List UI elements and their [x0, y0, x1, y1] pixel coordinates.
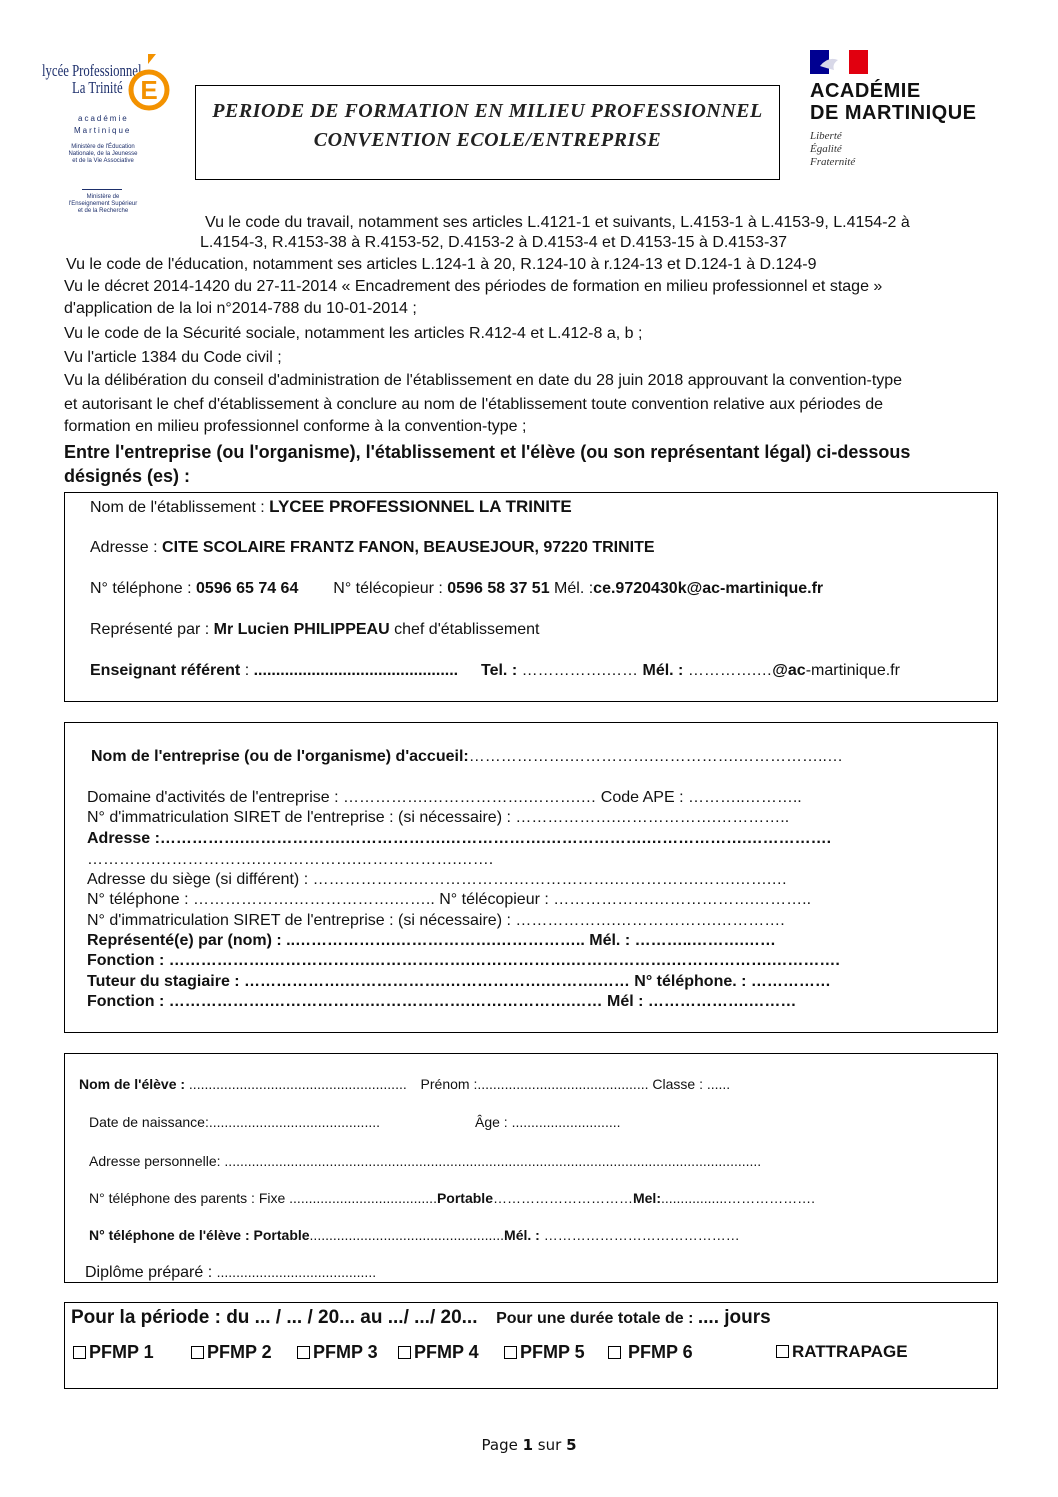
- school-name-label: Nom de l'établissement :: [90, 499, 270, 516]
- school-mail-label: Mél. :: [549, 580, 594, 597]
- company-field-line[interactable]: Fonction : ……………….……………….……………….……………….……………….……………….………….: [87, 952, 840, 969]
- student-class-label: Classe :: [652, 1076, 703, 1092]
- parents-portable-label: Portable: [436, 1190, 493, 1206]
- page-total: 5: [566, 1436, 577, 1454]
- pfmp-checkbox-2[interactable]: [191, 1341, 272, 1363]
- student-name-row: [79, 1073, 730, 1095]
- school-name-value: LYCEE PROFESSIONNEL LA TRINITE: [269, 497, 572, 516]
- student-mel-label: Mél. :: [504, 1227, 544, 1243]
- pfmp-checkbox-4[interactable]: [398, 1341, 479, 1363]
- school-contact-row: [90, 578, 823, 600]
- ministry-text-2: Ministère de l'Enseignement Supérieur et de la Recherche: [68, 194, 138, 214]
- parties-heading-line1: Entre l'entreprise (ou l'organisme), l'établissement et l'élève (ou son représentant légal) ci-dessous: [64, 442, 911, 462]
- preamble-line: formation en milieu professionnel conforme à la convention-type ;: [64, 418, 527, 435]
- period-box: [64, 1302, 998, 1389]
- company-field-line[interactable]: Domaine d'activités de l'entreprise : …………….……………….……….… Code APE : ………..………..: [87, 789, 802, 806]
- school-logo-sub1: académie: [78, 114, 129, 123]
- school-logo-line1: lycée Professionnel: [42, 61, 142, 80]
- diploma-field[interactable]: .........................................: [216, 1264, 377, 1280]
- svg-text:E: E: [140, 75, 158, 105]
- company-field-line[interactable]: Adresse du siège (si différent) : ……………….……………….……………….…………….…….…….…: [87, 871, 788, 888]
- rattrapage-checkbox[interactable]: [776, 1341, 908, 1363]
- page-current: 1: [522, 1436, 534, 1454]
- pfmp-label: PFMP 4: [414, 1342, 479, 1362]
- preamble-line: Vu le code de l'éducation, notamment ses articles L.124-1 à 20, R.124-10 à r.124-13 et D.124-1 à D.124-9: [66, 256, 817, 273]
- document-title-line1: PERIODE DE FORMATION EN MILIEU PROFESSIONNEL: [212, 100, 763, 122]
- parties-heading-line2: désignés (es) :: [64, 466, 191, 486]
- school-logo-line2: La Trinité: [72, 78, 123, 97]
- school-rep-role: chef d'établissement: [389, 621, 540, 638]
- duration-label: Pour une durée totale de :: [496, 1310, 698, 1327]
- school-rep-label: Représenté par :: [90, 621, 214, 638]
- company-name-row: [91, 746, 843, 768]
- page-number: [0, 1436, 1058, 1454]
- company-field-line[interactable]: Représenté(e) par (nom) : ..……………….……………….…………….. Mél. : ………..……….……: [87, 932, 776, 949]
- parents-mel-field[interactable]: .................……………….: [660, 1190, 815, 1206]
- company-name-field[interactable]: ……………….…………….…………….……………..…: [468, 748, 843, 765]
- teacher-mel-field[interactable]: ………….…: [687, 662, 773, 679]
- checkbox-icon[interactable]: [398, 1346, 411, 1359]
- parents-phone-label: N° téléphone des parents : Fixe: [89, 1190, 290, 1206]
- preamble-line: Vu la délibération du conseil d'administration de l'établissement en date du 28 juin 2018 approuvant la convention-type: [64, 372, 903, 389]
- student-age-field[interactable]: ............................: [511, 1114, 621, 1130]
- pfmp-checkbox-3[interactable]: [297, 1341, 378, 1363]
- preamble-line: d'application de la loi n°2014-788 du 10-01-2014 ;: [64, 300, 417, 317]
- motto-3: Fraternité: [810, 156, 856, 168]
- school-address-row: [90, 537, 655, 559]
- student-birth-label: Date de naissance:: [89, 1114, 209, 1130]
- school-address-value: CITE SCOLAIRE FRANTZ FANON, BEAUSEJOUR, 97220 TRINITE: [162, 539, 655, 556]
- parents-fixe-field[interactable]: ......................................: [289, 1190, 437, 1206]
- student-name-label: Nom de l'élève :: [79, 1076, 189, 1092]
- parents-phone-row: [89, 1187, 815, 1209]
- school-phone-label: N° téléphone :: [90, 580, 197, 597]
- pfmp-checkbox-1[interactable]: [73, 1341, 154, 1363]
- checkbox-icon[interactable]: [776, 1345, 789, 1358]
- period-label[interactable]: Pour la période : du ... / ... / 20... au .../ .../ 20...: [71, 1307, 478, 1328]
- student-address-row: [89, 1150, 761, 1172]
- company-name-label: Nom de l'entreprise (ou de l'organisme) d'accueil:: [91, 748, 469, 765]
- preamble-line: L.4154-3, R.4153-38 à R.4153-52, D.4153-2 à D.4153-4 et D.4153-15 à D.4153-37: [200, 234, 788, 251]
- ministry-text-1: Ministère de l'Éducation Nationale, de la Jeunesse et de la Vie Associative: [68, 144, 138, 164]
- student-birth-row: [89, 1111, 380, 1133]
- school-logo-sub2: Martinique: [74, 126, 132, 135]
- motto-2: Égalité: [810, 143, 842, 155]
- academie-name-1: ACADÉMIE: [810, 80, 921, 102]
- pfmp-label: PFMP 6: [628, 1342, 693, 1362]
- student-phone-label: N° téléphone de l'élève : Portable: [89, 1227, 310, 1243]
- logo-divider: [82, 189, 122, 190]
- preamble-line: Vu le décret 2014-1420 du 27-11-2014 « Encadrement des périodes de formation en milieu professionnel et stage »: [64, 278, 883, 295]
- company-field-line[interactable]: N° téléphone : ……………….……………….…….. N° télécopieur : ……………….……………….………..: [87, 891, 812, 908]
- checkbox-icon[interactable]: [73, 1346, 86, 1359]
- checkbox-icon[interactable]: [191, 1346, 204, 1359]
- document-title-line2: CONVENTION ECOLE/ENTREPRISE: [313, 129, 662, 151]
- rattrapage-label: RATTRAPAGE: [792, 1342, 908, 1361]
- teacher-mel-domain: -martinique.fr: [805, 662, 900, 679]
- academie-logo: [808, 50, 1008, 175]
- school-address-label: Adresse :: [90, 539, 163, 556]
- pfmp-label: PFMP 2: [207, 1342, 272, 1362]
- student-class-field[interactable]: ......: [706, 1076, 731, 1092]
- student-firstname-field[interactable]: ............................................: [477, 1076, 649, 1092]
- teacher-mel-label: Mél. :: [642, 662, 688, 679]
- student-birth-field[interactable]: ............................................: [208, 1114, 381, 1130]
- diploma-row: [85, 1261, 376, 1284]
- teacher-label: Enseignant référent: [90, 662, 241, 679]
- company-field-line[interactable]: Fonction : ……………….……………….……………….……………….…… Mél : ……………….………: [87, 993, 797, 1010]
- company-field-line[interactable]: Tuteur du stagiaire : ……………….……………….……………….……….…… N° téléphone. : ……………: [87, 973, 831, 990]
- academie-name-2: DE MARTINIQUE: [810, 102, 977, 124]
- preamble-line: Vu le code du travail, notamment ses articles L.4121-1 et suivants, L.4153-1 à L.4153-9, L.4154-2 à: [205, 214, 910, 231]
- school-name-row: [90, 496, 572, 519]
- teacher-mel-domain-bold: @ac: [772, 662, 806, 679]
- pfmp-checkbox-5[interactable]: [504, 1341, 585, 1363]
- preamble-line: Vu l'article 1384 du Code civil ;: [64, 349, 282, 366]
- pfmp-checkbox-6[interactable]: [608, 1341, 693, 1363]
- company-field-line[interactable]: ………….……………….……………….……………….…….: [87, 851, 494, 868]
- page-middle: sur: [533, 1436, 567, 1454]
- teacher-tel-label: Tel. :: [481, 662, 522, 679]
- company-field-line[interactable]: N° d'immatriculation SIRET de l'entreprise : (si nécessaire) : ……………….……………….………….: [87, 912, 785, 929]
- student-address-field[interactable]: ..........................................................................................................................................: [224, 1153, 762, 1169]
- school-rep-value: Mr Lucien PHILIPPEAU: [213, 621, 390, 638]
- school-fax-label: N° télécopieur :: [333, 580, 448, 597]
- teacher-field[interactable]: ..............................................: [253, 662, 459, 679]
- student-address-label: Adresse personnelle:: [89, 1153, 221, 1169]
- school-box: [64, 492, 998, 702]
- student-age-label: Âge :: [475, 1114, 512, 1130]
- marianne-flag-icon: [810, 50, 868, 74]
- motto-1: Liberté: [810, 130, 842, 142]
- student-phone-row: [89, 1224, 740, 1246]
- student-firstname-label: Prénom :: [420, 1076, 478, 1092]
- school-mail-value: ce.9720430k@ac-martinique.fr: [593, 580, 824, 597]
- school-rep-row: [90, 619, 539, 641]
- school-logo: [40, 52, 170, 232]
- duration-value[interactable]: .... jours: [697, 1307, 771, 1328]
- school-phone-value: 0596 65 74 64: [196, 580, 299, 597]
- checkbox-icon[interactable]: [504, 1346, 517, 1359]
- student-box: [64, 1053, 998, 1283]
- diploma-label: Diplôme préparé :: [85, 1264, 217, 1281]
- company-field-line[interactable]: Adresse :…………….……………….……………….……………….……………….……………….…………….: [87, 830, 832, 847]
- period-row: [71, 1307, 771, 1330]
- student-name-field[interactable]: ........................................................: [188, 1076, 407, 1092]
- school-fax-value: 0596 58 37 51: [447, 580, 550, 597]
- teacher-sep: :: [240, 662, 254, 679]
- school-teacher-row: [90, 660, 900, 682]
- student-phone-field[interactable]: ..................................................: [309, 1227, 505, 1243]
- document-title-box: [195, 85, 780, 180]
- company-field-line[interactable]: N° d'immatriculation SIRET de l'entreprise : (si nécessaire) : ……………….……………….…………..: [87, 809, 790, 826]
- company-box: [64, 722, 998, 1033]
- student-mel-field[interactable]: ……………………………………: [543, 1227, 740, 1243]
- checkbox-icon[interactable]: [297, 1346, 310, 1359]
- parents-mel-label: Mel:: [632, 1190, 661, 1206]
- pfmp-label: PFMP 3: [313, 1342, 378, 1362]
- e-icon: [128, 52, 170, 114]
- student-age-row: [475, 1111, 621, 1133]
- page-prefix: Page: [481, 1436, 523, 1454]
- parents-portable-field[interactable]: …………………………: [492, 1190, 633, 1206]
- pfmp-label: PFMP 5: [520, 1342, 585, 1362]
- checkbox-icon[interactable]: [608, 1346, 621, 1359]
- preamble-line: et autorisant le chef d'établissement à conclure au nom de l'établissement toute convention relative aux périodes de: [64, 396, 884, 413]
- pfmp-label: PFMP 1: [89, 1342, 154, 1362]
- preamble-line: Vu le code de la Sécurité sociale, notamment les articles R.412-4 et L.412-8 a, b ;: [64, 325, 643, 342]
- teacher-tel-field[interactable]: …………….……: [521, 662, 643, 679]
